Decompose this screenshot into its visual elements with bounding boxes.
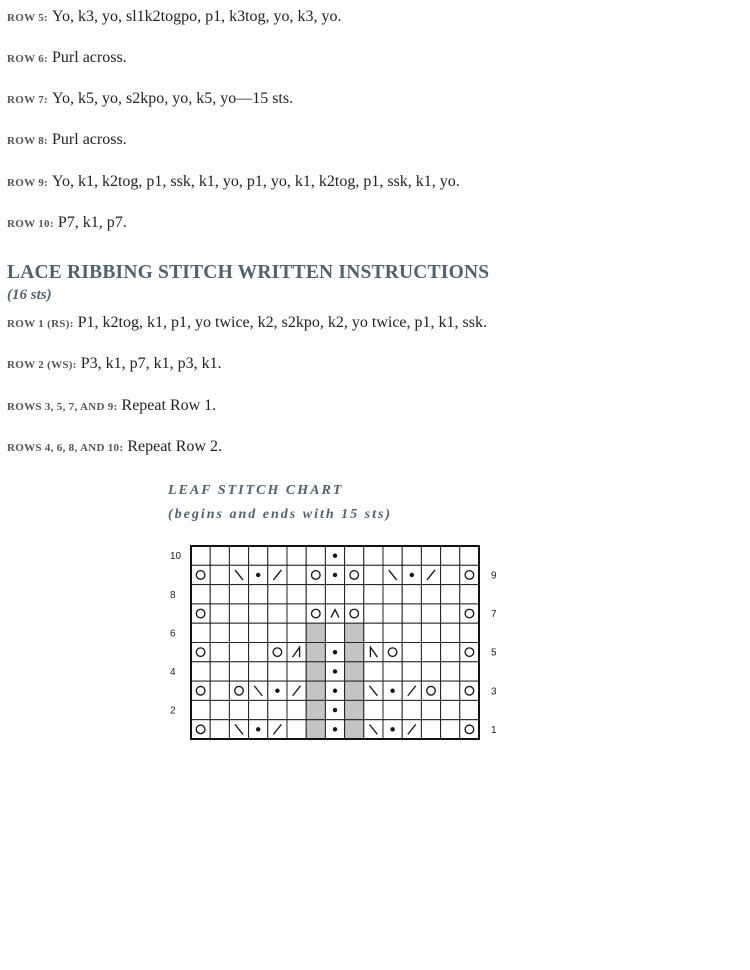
chart-cell [325, 623, 344, 642]
chart-cell [383, 604, 402, 623]
chart-cell [191, 700, 210, 719]
chart-cell [191, 623, 210, 642]
chart-cell [229, 700, 248, 719]
row-label: ROW 6: [7, 53, 49, 65]
chart-cell [383, 546, 402, 565]
chart-cell [191, 681, 210, 700]
chart-cell [306, 565, 325, 584]
chart-title: LEAF STITCH CHART [168, 483, 344, 498]
row-text: P1, k2tog, k1, p1, yo twice, k2, s2kpo, k2, yo twice, p1, k1, ssk. [77, 314, 487, 331]
right-row-label: 7 [491, 609, 497, 621]
chart-cell [345, 604, 364, 623]
chart-cell [383, 643, 402, 662]
chart-cell [210, 604, 229, 623]
chart-cell [306, 700, 325, 719]
purl-symbol [256, 573, 260, 577]
chart-cell [421, 546, 440, 565]
chart-cell [364, 662, 383, 681]
row-label: ROW 9: [7, 177, 49, 189]
chart-cell [229, 681, 248, 700]
chart-cell [191, 643, 210, 662]
row-label: ROW 7: [7, 94, 49, 106]
row-instruction [7, 130, 127, 151]
chart-cell [421, 585, 440, 604]
chart-cell [249, 546, 268, 565]
chart-cell [191, 662, 210, 681]
chart-cell [287, 720, 306, 739]
purl-symbol [333, 553, 337, 557]
right-row-label: 1 [491, 724, 497, 736]
row-text: Yo, k1, k2tog, p1, ssk, k1, yo, p1, yo, k1, k2tog, p1, ssk, k1, yo. [52, 173, 460, 190]
row-label: ROW 5: [7, 12, 49, 24]
chart-cell [210, 720, 229, 739]
chart-cell [421, 623, 440, 642]
chart-cell [287, 700, 306, 719]
chart-cell [249, 604, 268, 623]
chart-cell [460, 643, 479, 662]
chart-cell [287, 546, 306, 565]
chart-cell [460, 700, 479, 719]
chart-cell [249, 662, 268, 681]
chart-cell [306, 720, 325, 739]
chart-cell [325, 585, 344, 604]
row-text: Purl across. [52, 49, 127, 66]
chart-cell [268, 643, 287, 662]
row-label: ROWS 3, 5, 7, AND 9: [7, 401, 118, 413]
chart-cell [210, 546, 229, 565]
chart-cell [268, 623, 287, 642]
chart-cell [364, 700, 383, 719]
purl-symbol [333, 708, 337, 712]
chart-cell [229, 585, 248, 604]
left-row-label: 4 [170, 666, 176, 678]
chart-cell [345, 565, 364, 584]
chart-cell [229, 546, 248, 565]
chart-cell [460, 585, 479, 604]
chart-cell [402, 623, 421, 642]
purl-symbol [333, 573, 337, 577]
chart-cell [364, 585, 383, 604]
row-instruction [7, 396, 216, 417]
chart-cell [229, 623, 248, 642]
chart-cell [460, 604, 479, 623]
chart-cell [191, 720, 210, 739]
chart-cell [441, 604, 460, 623]
row-text: Yo, k5, yo, s2kpo, yo, k5, yo—15 sts. [52, 90, 294, 107]
chart-cell [249, 585, 268, 604]
chart-cell [229, 604, 248, 623]
chart-cell [287, 585, 306, 604]
row-text: Repeat Row 2. [127, 438, 222, 455]
chart-cell [402, 662, 421, 681]
chart-cell [364, 623, 383, 642]
chart-cell [441, 700, 460, 719]
row-label: ROW 8: [7, 135, 49, 147]
chart-cell [402, 643, 421, 662]
chart-cell [441, 585, 460, 604]
chart-cell [402, 546, 421, 565]
chart-cell [268, 662, 287, 681]
row-instruction [7, 89, 293, 110]
left-row-label: 2 [170, 705, 176, 717]
chart-cell [364, 604, 383, 623]
row-instruction [7, 437, 222, 458]
chart-cell [191, 585, 210, 604]
chart-cell [383, 585, 402, 604]
chart-cell [210, 643, 229, 662]
purl-symbol [333, 669, 337, 673]
chart-cell [402, 604, 421, 623]
chart-cell [229, 643, 248, 662]
chart-cell [441, 623, 460, 642]
chart-cell [402, 700, 421, 719]
chart-cell [306, 604, 325, 623]
left-row-label: 10 [170, 551, 182, 563]
chart-cell [210, 662, 229, 681]
chart-cell [306, 643, 325, 662]
chart-cell [345, 623, 364, 642]
chart-cell [383, 662, 402, 681]
row-label: ROW 1 (RS): [7, 318, 74, 330]
left-row-label: 6 [170, 628, 176, 640]
row-text: Repeat Row 1. [121, 397, 217, 414]
chart-cell [268, 546, 287, 565]
row-instruction [7, 213, 127, 234]
chart-cell [441, 720, 460, 739]
chart-cell [421, 681, 440, 700]
chart-cell [421, 604, 440, 623]
right-row-label: 5 [491, 647, 497, 659]
chart-cell [421, 662, 440, 681]
chart-cell [249, 623, 268, 642]
purl-symbol [333, 650, 337, 654]
row-instruction [7, 7, 342, 28]
chart-cell [460, 565, 479, 584]
row-label: ROW 10: [7, 218, 54, 230]
chart-cell [460, 720, 479, 739]
chart-cell [325, 604, 344, 623]
chart-cell [191, 546, 210, 565]
chart-cell [402, 585, 421, 604]
row-instruction [7, 172, 460, 193]
chart-cell [210, 623, 229, 642]
chart-cell [441, 546, 460, 565]
chart-cell [345, 681, 364, 700]
chart-cell [210, 585, 229, 604]
leaf-stitch-chart [165, 540, 515, 745]
chart-cell [287, 565, 306, 584]
row-text: Purl across. [52, 131, 127, 148]
chart-cell [210, 565, 229, 584]
chart-cell [287, 623, 306, 642]
purl-symbol [333, 689, 337, 693]
chart-cell [306, 662, 325, 681]
chart-cell [287, 604, 306, 623]
chart-cell [306, 681, 325, 700]
left-row-label: 8 [170, 589, 176, 601]
right-row-label: 3 [491, 686, 497, 698]
chart-cell [210, 700, 229, 719]
chart-cell [460, 662, 479, 681]
chart-cell [249, 700, 268, 719]
row-text: Yo, k3, yo, sl1k2togpo, p1, k3tog, yo, k3, yo. [52, 8, 342, 25]
chart-cell [460, 546, 479, 565]
purl-symbol [256, 727, 260, 731]
chart-cell [249, 643, 268, 662]
row-label: ROWS 4, 6, 8, AND 10: [7, 442, 124, 454]
purl-symbol [333, 727, 337, 731]
row-text: P7, k1, p7. [57, 214, 127, 231]
chart-cell [383, 623, 402, 642]
chart-cell [345, 585, 364, 604]
chart-cell [460, 623, 479, 642]
section-subheading: (16 sts) [7, 287, 52, 303]
purl-symbol [410, 573, 414, 577]
chart-cell [421, 720, 440, 739]
row-instruction [7, 48, 127, 69]
chart-cell [268, 604, 287, 623]
chart-cell [306, 585, 325, 604]
chart-cell [345, 662, 364, 681]
chart-cell [191, 565, 210, 584]
chart-cell [268, 585, 287, 604]
chart-cell [460, 681, 479, 700]
purl-symbol [390, 689, 394, 693]
chart-cell [191, 604, 210, 623]
chart-cell [441, 662, 460, 681]
chart-cell [306, 623, 325, 642]
chart-cell [345, 546, 364, 565]
chart-cell [441, 643, 460, 662]
row-label: ROW 2 (WS): [7, 359, 77, 371]
right-row-label: 9 [491, 570, 497, 582]
chart-cell [441, 565, 460, 584]
chart-subtitle: (begins and ends with 15 sts) [168, 507, 393, 522]
chart-cell [268, 700, 287, 719]
chart-cell [441, 681, 460, 700]
section-heading: LACE RIBBING STITCH WRITTEN INSTRUCTIONS [7, 262, 490, 283]
chart-cell [364, 546, 383, 565]
chart-cell [229, 662, 248, 681]
chart-cell [345, 700, 364, 719]
row-instruction [7, 354, 222, 375]
row-instruction [7, 313, 487, 334]
chart-cell [345, 720, 364, 739]
chart-cell [306, 546, 325, 565]
row-text: P3, k1, p7, k1, p3, k1. [80, 355, 222, 372]
chart-cell [421, 700, 440, 719]
chart-cell [383, 700, 402, 719]
chart-cell [364, 565, 383, 584]
chart-cell [210, 681, 229, 700]
chart-cell [421, 643, 440, 662]
chart-cell [287, 662, 306, 681]
chart-cell [345, 643, 364, 662]
purl-symbol [390, 727, 394, 731]
purl-symbol [275, 689, 279, 693]
